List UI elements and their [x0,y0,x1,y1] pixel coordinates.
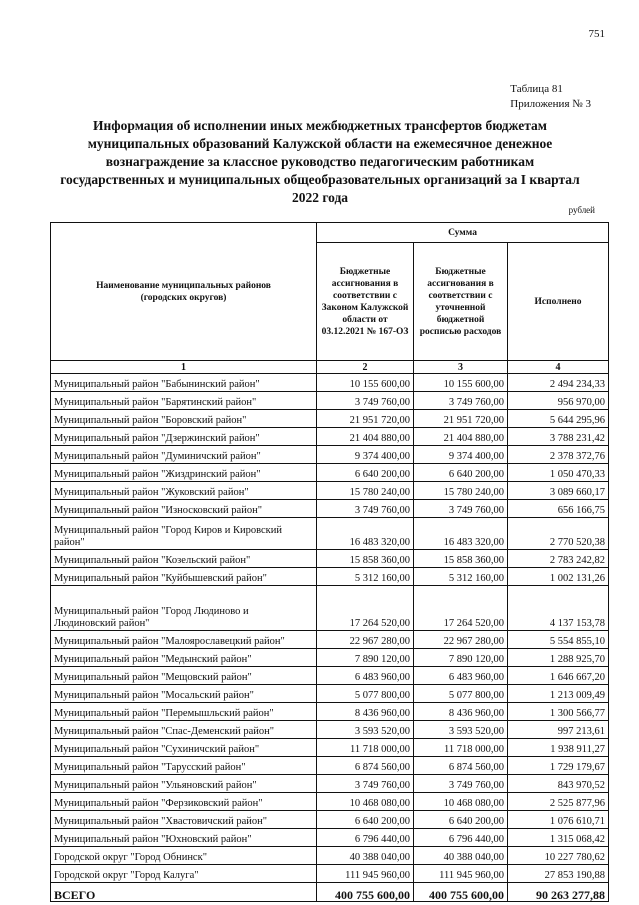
district-name: Муниципальный район "Город Людиново и Людиновский район" [51,586,317,631]
plan-amount: 6 483 960,00 [414,667,508,685]
district-name: Муниципальный район "Износковский район" [51,500,317,518]
table-row [51,667,609,685]
plan-amount: 40 388 040,00 [414,847,508,865]
plan-amount: 111 945 960,00 [414,865,508,883]
district-name: Муниципальный район "Барятинский район" [51,392,317,410]
district-name: Муниципальный район "Мосальский район" [51,685,317,703]
done-amount: 3 089 660,17 [508,482,609,500]
law-amount: 16 483 320,00 [317,518,414,550]
done-amount: 3 788 231,42 [508,428,609,446]
done-amount: 1 300 566,77 [508,703,609,721]
district-name: Муниципальный район "Думиничский район" [51,446,317,464]
law-amount: 5 077 800,00 [317,685,414,703]
plan-amount: 6 640 200,00 [414,464,508,482]
units-label: рублей [568,205,595,215]
done-amount: 956 970,00 [508,392,609,410]
district-name: Муниципальный район "Перемышльский район" [51,703,317,721]
district-name: Муниципальный район "Город Киров и Кировский район" [51,518,317,550]
district-name: Городской округ "Город Калуга" [51,865,317,883]
table-row [51,550,609,568]
law-amount: 21 404 880,00 [317,428,414,446]
plan-amount: 3 749 760,00 [414,500,508,518]
table-row [51,586,609,631]
column-number: 2 [317,361,414,374]
header-done: Исполнено [508,243,609,361]
total-done: 90 263 277,88 [508,883,609,902]
district-name: Муниципальный район "Малоярославецкий район" [51,631,317,649]
done-amount: 843 970,52 [508,775,609,793]
district-name: Муниципальный район "Медынский район" [51,649,317,667]
district-name: Муниципальный район "Козельский район" [51,550,317,568]
done-amount: 1 938 911,27 [508,739,609,757]
law-amount: 3 593 520,00 [317,721,414,739]
column-number: 4 [508,361,609,374]
plan-amount: 5 077 800,00 [414,685,508,703]
done-amount: 2 783 242,82 [508,550,609,568]
plan-amount: 16 483 320,00 [414,518,508,550]
plan-amount: 21 404 880,00 [414,428,508,446]
plan-amount: 3 749 760,00 [414,392,508,410]
law-amount: 15 780 240,00 [317,482,414,500]
law-amount: 6 874 560,00 [317,757,414,775]
plan-amount: 17 264 520,00 [414,586,508,631]
done-amount: 1 076 610,71 [508,811,609,829]
header-plan: Бюджетные ассигнования в соответствии с уточненной бюджетной росписью расходов [414,243,508,361]
done-amount: 656 166,75 [508,500,609,518]
plan-amount: 22 967 280,00 [414,631,508,649]
plan-amount: 5 312 160,00 [414,568,508,586]
law-amount: 6 483 960,00 [317,667,414,685]
total-row [51,883,609,902]
table-row [51,703,609,721]
header-sum: Сумма [317,223,609,243]
plan-amount: 6 640 200,00 [414,811,508,829]
law-amount: 6 796 440,00 [317,829,414,847]
done-amount: 1 315 068,42 [508,829,609,847]
plan-amount: 6 796 440,00 [414,829,508,847]
district-name: Муниципальный район "Мещовский район" [51,667,317,685]
table-row [51,739,609,757]
total-plan: 400 755 600,00 [414,883,508,902]
table-row [51,410,609,428]
plan-amount: 21 951 720,00 [414,410,508,428]
plan-amount: 3 749 760,00 [414,775,508,793]
law-amount: 5 312 160,00 [317,568,414,586]
table-row [51,392,609,410]
district-name: Муниципальный район "Куйбышевский район" [51,568,317,586]
law-amount: 15 858 360,00 [317,550,414,568]
document-title: Информация об исполнении иных межбюджетных трансфертов бюджетам муниципальных образований Калужской области на ежемесячное денежное вознаграждение за классное руководство педагогическим работникам государственных и муниципальных общеобразовательных организаций за I квартал 2022 года [60,118,580,205]
done-amount: 5 554 855,10 [508,631,609,649]
total-label: ВСЕГО [51,883,317,902]
law-amount: 21 951 720,00 [317,410,414,428]
district-name: Муниципальный район "Тарусский район" [51,757,317,775]
table-row [51,721,609,739]
plan-amount: 15 780 240,00 [414,482,508,500]
plan-amount: 11 718 000,00 [414,739,508,757]
law-amount: 3 749 760,00 [317,392,414,410]
table-row [51,685,609,703]
done-amount: 997 213,61 [508,721,609,739]
law-amount: 10 155 600,00 [317,374,414,392]
plan-amount: 15 858 360,00 [414,550,508,568]
execution-table [50,222,609,902]
done-amount: 1 288 925,70 [508,649,609,667]
table-row [51,446,609,464]
plan-amount: 3 593 520,00 [414,721,508,739]
done-amount: 1 002 131,26 [508,568,609,586]
law-amount: 9 374 400,00 [317,446,414,464]
table-row [51,865,609,883]
law-amount: 40 388 040,00 [317,847,414,865]
table-row [51,757,609,775]
done-amount: 2 770 520,38 [508,518,609,550]
table-number: Таблица 81 [510,83,563,95]
district-name: Муниципальный район "Дзержинский район" [51,428,317,446]
law-amount: 6 640 200,00 [317,811,414,829]
done-amount: 10 227 780,62 [508,847,609,865]
done-amount: 4 137 153,78 [508,586,609,631]
header-law: Бюджетные ассигнования в соответствии с Законом Калужской области от 03.12.2021 № 167-ОЗ [317,243,414,361]
plan-amount: 10 468 080,00 [414,793,508,811]
appendix-number: Приложения № 3 [510,98,591,110]
done-amount: 2 494 234,33 [508,374,609,392]
table-row [51,568,609,586]
table-row [51,829,609,847]
law-amount: 8 436 960,00 [317,703,414,721]
done-amount: 1 646 667,20 [508,667,609,685]
total-law: 400 755 600,00 [317,883,414,902]
law-amount: 22 967 280,00 [317,631,414,649]
district-name: Муниципальный район "Жиздринский район" [51,464,317,482]
district-name: Муниципальный район "Боровский район" [51,410,317,428]
column-number: 1 [51,361,317,374]
table-row [51,649,609,667]
district-name: Муниципальный район "Ферзиковский район" [51,793,317,811]
district-name: Муниципальный район "Юхновский район" [51,829,317,847]
law-amount: 111 945 960,00 [317,865,414,883]
district-name: Муниципальный район "Бабынинский район" [51,374,317,392]
law-amount: 7 890 120,00 [317,649,414,667]
plan-amount: 8 436 960,00 [414,703,508,721]
law-amount: 6 640 200,00 [317,464,414,482]
header-name: Наименование муниципальных районов (городских округов) [51,223,317,361]
done-amount: 2 378 372,76 [508,446,609,464]
district-name: Муниципальный район "Ульяновский район" [51,775,317,793]
table-reference [510,82,591,112]
district-name: Муниципальный район "Хвастовичский район" [51,811,317,829]
done-amount: 27 853 190,88 [508,865,609,883]
district-name: Муниципальный район "Жуковский район" [51,482,317,500]
table-row [51,793,609,811]
table-row [51,482,609,500]
plan-amount: 7 890 120,00 [414,649,508,667]
plan-amount: 9 374 400,00 [414,446,508,464]
district-name: Муниципальный район "Сухиничский район" [51,739,317,757]
done-amount: 1 729 179,67 [508,757,609,775]
done-amount: 5 644 295,96 [508,410,609,428]
plan-amount: 10 155 600,00 [414,374,508,392]
law-amount: 17 264 520,00 [317,586,414,631]
done-amount: 1 213 009,49 [508,685,609,703]
district-name: Муниципальный район "Спас-Деменский район" [51,721,317,739]
page-number: 751 [588,28,605,40]
table-row [51,775,609,793]
table-row [51,847,609,865]
law-amount: 11 718 000,00 [317,739,414,757]
done-amount: 2 525 877,96 [508,793,609,811]
table-row [51,518,609,550]
law-amount: 10 468 080,00 [317,793,414,811]
district-name: Городской округ "Город Обнинск" [51,847,317,865]
table-row [51,811,609,829]
law-amount: 3 749 760,00 [317,775,414,793]
done-amount: 1 050 470,33 [508,464,609,482]
table-row [51,631,609,649]
column-number: 3 [414,361,508,374]
table-row [51,428,609,446]
table-row [51,500,609,518]
table-row [51,464,609,482]
plan-amount: 6 874 560,00 [414,757,508,775]
table-row [51,374,609,392]
law-amount: 3 749 760,00 [317,500,414,518]
